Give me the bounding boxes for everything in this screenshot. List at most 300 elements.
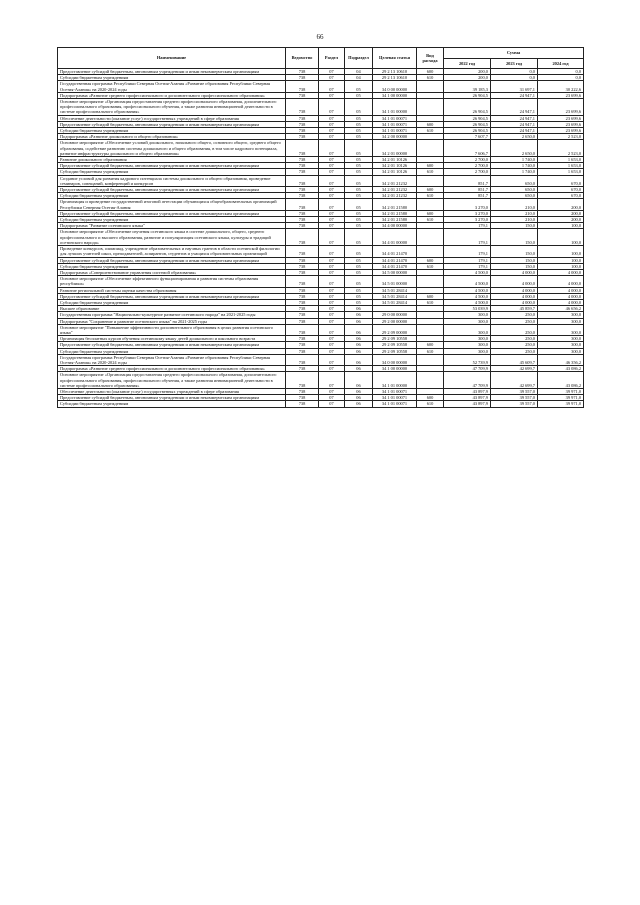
row-year-3-value: 0,0: [538, 69, 584, 75]
row-vedomstvo-cell: 738: [286, 366, 319, 372]
table-row: [58, 81, 584, 92]
row-year-2-value: 150,0: [491, 223, 538, 229]
row-razdel-cell: 07: [319, 217, 345, 223]
row-podrazdel-cell: 04: [345, 75, 373, 81]
row-name-cell: Создание условий для развития кадрового потенциала системы дошкольного и общего образования, проведение семинаров, совещаний, конференций и конкурсов: [58, 175, 286, 186]
row-razdel-cell: 07: [319, 388, 345, 394]
row-year-2-value: 39 557,0: [491, 388, 538, 394]
row-vedomstvo-cell: 738: [286, 324, 319, 335]
row-year-3-value: 200,0: [538, 217, 584, 223]
row-target-article-cell: 34 1 01 00071: [373, 401, 417, 407]
row-expense-type-cell: 600: [417, 69, 444, 75]
row-expense-type-cell: 610: [417, 169, 444, 175]
row-year-1-value: 851,7: [444, 193, 491, 199]
row-podrazdel-cell: 05: [345, 199, 373, 210]
row-razdel-cell: 07: [319, 99, 345, 116]
table-row: [58, 354, 584, 365]
row-vedomstvo-cell: 738: [286, 269, 319, 275]
row-year-2-value: 1 740,0: [491, 169, 538, 175]
row-podrazdel-cell: 05: [345, 163, 373, 169]
row-podrazdel-cell: 05: [345, 257, 373, 263]
row-year-1-value: 179,1: [444, 263, 491, 269]
row-name-cell: Подпрограмма «Развитие среднего профессионального и дополнительного профессионального образования»: [58, 366, 286, 372]
row-razdel-cell: 07: [319, 246, 345, 257]
row-expense-type-cell: [417, 246, 444, 257]
row-year-2-value: 4 000,0: [491, 276, 538, 287]
row-year-2-value: 250,0: [491, 342, 538, 348]
row-year-1-value: 179,1: [444, 246, 491, 257]
row-year-1-value: 3 270,0: [444, 217, 491, 223]
row-podrazdel-cell: 05: [345, 269, 373, 275]
row-expense-type-cell: [417, 140, 444, 157]
row-year-1-value: 4 500,0: [444, 293, 491, 299]
row-vedomstvo-cell: 738: [286, 69, 319, 75]
row-podrazdel-cell: 06: [345, 342, 373, 348]
row-year-1-value: 3 270,0: [444, 199, 491, 210]
row-podrazdel-cell: 05: [345, 134, 373, 140]
row-target-article-cell: 34 2 01 10126: [373, 169, 417, 175]
row-year-3-value: 300,0: [538, 348, 584, 354]
row-year-2-value: 24 947,1: [491, 92, 538, 98]
row-target-article-cell: 29 0 00 00000: [373, 312, 417, 318]
row-target-article-cell: 29 2 09 10558: [373, 348, 417, 354]
row-podrazdel-cell: 06: [345, 312, 373, 318]
row-year-3-value: 100,0: [538, 257, 584, 263]
row-razdel-cell: 07: [319, 257, 345, 263]
table-row: [58, 175, 584, 186]
row-year-3-value: 39 971,0: [538, 388, 584, 394]
row-expense-type-cell: 600: [417, 121, 444, 127]
budget-table: [57, 47, 584, 408]
row-year-1-value: 300,0: [444, 324, 491, 335]
row-year-3-value: 4 000,0: [538, 287, 584, 293]
row-name-cell: Предоставление субсидий бюджетным, автономным учреждениям и иным некоммерческим организациям: [58, 293, 286, 299]
row-target-article-cell: 34 2 01 21232: [373, 193, 417, 199]
row-target-article-cell: 29 2 09 10558: [373, 336, 417, 342]
header-razdel: Раздел: [319, 48, 345, 69]
row-vedomstvo-cell: 738: [286, 187, 319, 193]
table-row: [58, 401, 584, 407]
row-name-cell: Основное мероприятие «Обеспечение эффективного функционирования и развития системы образования республики»: [58, 276, 286, 287]
row-razdel-cell: 07: [319, 157, 345, 163]
row-vedomstvo-cell: 738: [286, 263, 319, 269]
row-target-article-cell: 34 0 00 00000: [373, 354, 417, 365]
row-year-3-value: 0,0: [538, 75, 584, 81]
row-year-1-value: 300,0: [444, 342, 491, 348]
row-name-cell: Субсидии бюджетным учреждениям: [58, 169, 286, 175]
row-name-cell: Предоставление субсидий бюджетным, автономным учреждениям и иным некоммерческим организациям: [58, 163, 286, 169]
table-header-row: [58, 48, 584, 59]
row-year-1-value: 179,1: [444, 223, 491, 229]
row-name-cell: Субсидии бюджетным учреждениям: [58, 263, 286, 269]
row-expense-type-cell: 600: [417, 163, 444, 169]
row-razdel-cell: 07: [319, 372, 345, 389]
row-name-cell: Проведение конкурсов, олимпиад, учреждение образовательных и научных грантов в области осетинской филологии для лучших учителей школ, преподавателей, аспирантов, студентов и учащихся образовательных организаций: [58, 246, 286, 257]
row-razdel-cell: 07: [319, 134, 345, 140]
row-vedomstvo-cell: 738: [286, 348, 319, 354]
row-year-1-value: 26 904,5: [444, 92, 491, 98]
row-year-1-value: 851,7: [444, 187, 491, 193]
row-name-cell: Обеспечение деятельности (оказание услуг) государственных учреждений в сфере образования: [58, 115, 286, 121]
row-year-1-value: 53 039,9: [444, 306, 491, 312]
row-year-2-value: 45 609,7: [491, 354, 538, 365]
row-razdel-cell: 07: [319, 276, 345, 287]
row-vedomstvo-cell: 738: [286, 210, 319, 216]
row-target-article-cell: 34 2 01 00000: [373, 140, 417, 157]
row-razdel-cell: 07: [319, 342, 345, 348]
row-vedomstvo-cell: 738: [286, 372, 319, 389]
row-vedomstvo-cell: 738: [286, 293, 319, 299]
row-expense-type-cell: 610: [417, 128, 444, 134]
row-vedomstvo-cell: 738: [286, 81, 319, 92]
row-year-3-value: 46 356,2: [538, 354, 584, 365]
row-name-cell: Государственная программа Республики Северная Осетия-Алания «Развитие образования Республики Северная Осетия-Алания» на 2020-2024 годы: [58, 354, 286, 365]
row-vedomstvo-cell: 738: [286, 276, 319, 287]
row-target-article-cell: 34 4 01 00000: [373, 229, 417, 246]
row-year-2-value: 150,0: [491, 263, 538, 269]
row-razdel-cell: 07: [319, 163, 345, 169]
row-name-cell: Предоставление субсидий бюджетным, автономным учреждениям и иным некоммерческим организациям: [58, 121, 286, 127]
row-year-3-value: 23 699,6: [538, 99, 584, 116]
row-target-article-cell: 34 2 01 21232: [373, 187, 417, 193]
row-razdel-cell: 07: [319, 229, 345, 246]
row-name-cell: Субсидии бюджетным учреждениям: [58, 348, 286, 354]
row-target-article-cell: 34 5 01 00000: [373, 276, 417, 287]
row-podrazdel-cell: 05: [345, 287, 373, 293]
row-vedomstvo-cell: 738: [286, 75, 319, 81]
row-razdel-cell: 07: [319, 128, 345, 134]
row-vedomstvo-cell: 738: [286, 157, 319, 163]
row-razdel-cell: 07: [319, 69, 345, 75]
row-expense-type-cell: [417, 324, 444, 335]
row-name-cell: Подпрограмма «Развитие среднего профессионального и дополнительного профессионального образования»: [58, 92, 286, 98]
row-year-2-value: 250,0: [491, 336, 538, 342]
row-podrazdel-cell: 05: [345, 193, 373, 199]
table-row: [58, 246, 584, 257]
row-year-1-value: 4 500,0: [444, 269, 491, 275]
row-podrazdel-cell: 05: [345, 276, 373, 287]
row-year-1-value: 43 897,9: [444, 388, 491, 394]
row-year-1-value: 47 709,9: [444, 372, 491, 389]
row-vedomstvo-cell: 738: [286, 354, 319, 365]
row-podrazdel-cell: 05: [345, 81, 373, 92]
row-year-2-value: 39 557,0: [491, 401, 538, 407]
row-name-cell: Государственная программа Республики Северная Осетия-Алания «Развитие образования Республики Северная Осетия-Алания» на 2020-2024 годы: [58, 81, 286, 92]
row-podrazdel-cell: 05: [345, 92, 373, 98]
row-target-article-cell: 34 2 01 21580: [373, 217, 417, 223]
row-target-article-cell: 34 4 01 21470: [373, 257, 417, 263]
row-year-1-value: 3 270,0: [444, 210, 491, 216]
row-year-3-value: 100,0: [538, 229, 584, 246]
row-razdel-cell: 07: [319, 395, 345, 401]
row-vedomstvo-cell: 738: [286, 287, 319, 293]
row-name-cell: Организация и проведение государственной итоговой аттестации обучающихся общеобразовательных организаций Республики Северная Осетия-Алания: [58, 199, 286, 210]
row-expense-type-cell: 600: [417, 342, 444, 348]
row-target-article-cell: 34 2 01 21580: [373, 210, 417, 216]
row-vedomstvo-cell: 738: [286, 312, 319, 318]
row-name-cell: Обеспечение деятельности (оказание услуг) государственных учреждений в сфере образования: [58, 388, 286, 394]
header-year-1: 2022 год: [444, 58, 491, 69]
row-razdel-cell: 07: [319, 306, 345, 312]
row-expense-type-cell: 600: [417, 395, 444, 401]
row-razdel-cell: 07: [319, 299, 345, 305]
row-year-1-value: 43 897,9: [444, 395, 491, 401]
row-vedomstvo-cell: 738: [286, 134, 319, 140]
row-year-3-value: 1 653,0: [538, 163, 584, 169]
row-vedomstvo-cell: 738: [286, 318, 319, 324]
row-year-1-value: 4 500,0: [444, 276, 491, 287]
row-year-3-value: 670,0: [538, 193, 584, 199]
row-podrazdel-cell: 05: [345, 99, 373, 116]
row-target-article-cell: 34 5 01 28414: [373, 287, 417, 293]
row-razdel-cell: 07: [319, 81, 345, 92]
table-row: [58, 140, 584, 157]
row-year-2-value: 4 000,0: [491, 287, 538, 293]
header-podrazdel: Подраздел: [345, 48, 373, 69]
row-year-3-value: 4 000,0: [538, 276, 584, 287]
row-razdel-cell: 07: [319, 187, 345, 193]
row-name-cell: Субсидии бюджетным учреждениям: [58, 299, 286, 305]
row-expense-type-cell: [417, 81, 444, 92]
row-year-3-value: 300,0: [538, 342, 584, 348]
table-row: [58, 372, 584, 389]
row-year-3-value: 300,0: [538, 324, 584, 335]
row-expense-type-cell: [417, 99, 444, 116]
row-razdel-cell: 07: [319, 193, 345, 199]
row-target-article-cell: 34 2 01 10126: [373, 163, 417, 169]
row-year-2-value: 31 697,1: [491, 81, 538, 92]
row-year-3-value: 200,0: [538, 210, 584, 216]
row-target-article-cell: 34 1 01 00071: [373, 395, 417, 401]
row-year-1-value: 26 904,5: [444, 121, 491, 127]
row-year-3-value: 300,0: [538, 336, 584, 342]
row-target-article-cell: 34 1 01 00071: [373, 121, 417, 127]
row-podrazdel-cell: 05: [345, 115, 373, 121]
row-vedomstvo-cell: 738: [286, 193, 319, 199]
row-year-1-value: 52 739,9: [444, 354, 491, 365]
row-podrazdel-cell: 05: [345, 157, 373, 163]
row-year-2-value: 250,0: [491, 318, 538, 324]
row-target-article-cell: 34 1 01 00000: [373, 372, 417, 389]
row-razdel-cell: 07: [319, 263, 345, 269]
row-year-3-value: 23 699,6: [538, 115, 584, 121]
header-year-2: 2023 год: [491, 58, 538, 69]
row-year-2-value: 210,0: [491, 210, 538, 216]
row-year-3-value: 100,0: [538, 263, 584, 269]
row-name-cell: Предоставление субсидий бюджетным, автономным учреждениям и иным некоммерческим организациям: [58, 69, 286, 75]
page-number: 66: [316, 33, 324, 41]
row-vedomstvo-cell: 738: [286, 246, 319, 257]
table-row: [58, 199, 584, 210]
row-podrazdel-cell: 05: [345, 246, 373, 257]
row-expense-type-cell: 610: [417, 348, 444, 354]
row-expense-type-cell: [417, 354, 444, 365]
row-target-article-cell: 29 2 13 10610: [373, 69, 417, 75]
row-year-3-value: 23 699,6: [538, 92, 584, 98]
row-podrazdel-cell: 04: [345, 69, 373, 75]
row-year-2-value: 39 557,0: [491, 395, 538, 401]
row-year-1-value: 26 904,5: [444, 128, 491, 134]
row-name-cell: Подпрограмма «Развитие дошкольного и общего образования»: [58, 134, 286, 140]
row-target-article-cell: 34 5 01 28414: [373, 299, 417, 305]
row-name-cell: Субсидии бюджетным учреждениям: [58, 75, 286, 81]
row-year-3-value: 1 653,0: [538, 157, 584, 163]
row-year-1-value: 4 500,0: [444, 287, 491, 293]
row-vedomstvo-cell: 738: [286, 99, 319, 116]
row-name-cell: Подпрограмма "Сохранение и развитие осетинского языка" на 2021-2025 годы: [58, 318, 286, 324]
row-target-article-cell: 29 2 13 10610: [373, 75, 417, 81]
row-year-3-value: 4 000,0: [538, 299, 584, 305]
row-year-2-value: 650,0: [491, 193, 538, 199]
row-podrazdel-cell: 06: [345, 324, 373, 335]
row-year-2-value: 210,0: [491, 217, 538, 223]
row-year-3-value: 2 523,0: [538, 134, 584, 140]
row-razdel-cell: 07: [319, 92, 345, 98]
row-target-article-cell: 34 5 01 28414: [373, 293, 417, 299]
row-year-2-value: 24 947,1: [491, 99, 538, 116]
row-year-2-value: 45 859,7: [491, 306, 538, 312]
row-year-3-value: 4 000,0: [538, 293, 584, 299]
row-year-2-value: 42 699,7: [491, 366, 538, 372]
row-year-3-value: 30 222,6: [538, 81, 584, 92]
row-year-1-value: 300,0: [444, 348, 491, 354]
row-vedomstvo-cell: 738: [286, 223, 319, 229]
header-vedomstvo: Ведомство: [286, 48, 319, 69]
row-target-article-cell: 29 2 00 00000: [373, 318, 417, 324]
row-year-1-value: 7 607,7: [444, 134, 491, 140]
row-vedomstvo-cell: 738: [286, 92, 319, 98]
row-razdel-cell: 07: [319, 210, 345, 216]
row-podrazdel-cell: 06: [345, 354, 373, 365]
row-year-1-value: 2 700,0: [444, 163, 491, 169]
row-year-3-value: 2 523,0: [538, 140, 584, 157]
row-year-1-value: 47 709,9: [444, 366, 491, 372]
row-razdel-cell: 07: [319, 293, 345, 299]
row-podrazdel-cell: 06: [345, 366, 373, 372]
row-podrazdel-cell: 05: [345, 229, 373, 246]
row-podrazdel-cell: 05: [345, 175, 373, 186]
row-expense-type-cell: 610: [417, 75, 444, 81]
row-vedomstvo-cell: 738: [286, 388, 319, 394]
row-year-2-value: 0,0: [491, 75, 538, 81]
row-year-2-value: 250,0: [491, 348, 538, 354]
row-year-2-value: 2 650,0: [491, 134, 538, 140]
row-expense-type-cell: 610: [417, 193, 444, 199]
row-name-cell: Подпрограмма "Развитие осетинского языка": [58, 223, 286, 229]
row-target-article-cell: 34 1 01 00071: [373, 388, 417, 394]
row-name-cell: Основное мероприятие «Организация предоставления среднего профессионального образования, дополнительного профессионального образования, профессионального обучения, а также развития инновационной деятельности в системе профессионального образования»: [58, 372, 286, 389]
row-expense-type-cell: 610: [417, 217, 444, 223]
row-year-2-value: 24 947,1: [491, 115, 538, 121]
row-year-2-value: 42 699,7: [491, 372, 538, 389]
row-name-cell: Предоставление субсидий бюджетным, автономным учреждениям и иным некоммерческим организациям: [58, 342, 286, 348]
row-podrazdel-cell: 05: [345, 140, 373, 157]
row-target-article-cell: 34 2 00 00000: [373, 134, 417, 140]
row-year-2-value: 650,0: [491, 187, 538, 193]
row-year-1-value: 4 500,0: [444, 299, 491, 305]
row-target-article-cell: 34 1 01 00000: [373, 99, 417, 116]
row-year-3-value: 39 971,0: [538, 395, 584, 401]
row-vedomstvo-cell: 738: [286, 299, 319, 305]
row-podrazdel-cell: 06: [345, 372, 373, 389]
row-year-2-value: 4 000,0: [491, 269, 538, 275]
row-year-3-value: 200,0: [538, 199, 584, 210]
row-year-2-value: 24 947,1: [491, 121, 538, 127]
row-year-1-value: 200,0: [444, 69, 491, 75]
row-year-2-value: 1 740,0: [491, 157, 538, 163]
row-expense-type-cell: 610: [417, 263, 444, 269]
row-razdel-cell: 07: [319, 140, 345, 157]
row-year-1-value: 2 700,0: [444, 169, 491, 175]
row-name-cell: Субсидии бюджетным учреждениям: [58, 193, 286, 199]
row-year-2-value: 250,0: [491, 312, 538, 318]
row-year-3-value: 39 971,0: [538, 401, 584, 407]
row-razdel-cell: 07: [319, 175, 345, 186]
row-name-cell: Основное мероприятие «Обеспечение условий дошкольного, начального общего, основного общего, среднего общего образования, содействие развитию системы дошкольного и общего образования, в том числе кадрового потенциала, развитие инфраструктуры дошкольного и общего образования»: [58, 140, 286, 157]
row-expense-type-cell: [417, 199, 444, 210]
row-name-cell: Высшее образование: [58, 306, 286, 312]
row-target-article-cell: 34 2 01 10126: [373, 157, 417, 163]
row-name-cell: Субсидии бюджетным учреждениям: [58, 401, 286, 407]
row-year-2-value: 24 947,1: [491, 128, 538, 134]
row-year-1-value: 26 904,5: [444, 115, 491, 121]
row-podrazdel-cell: 05: [345, 210, 373, 216]
row-year-3-value: 4 000,0: [538, 269, 584, 275]
row-year-3-value: 300,0: [538, 312, 584, 318]
row-target-article-cell: 29 2 09 10558: [373, 342, 417, 348]
row-year-3-value: 23 699,6: [538, 121, 584, 127]
row-podrazdel-cell: 06: [345, 401, 373, 407]
row-razdel-cell: 07: [319, 336, 345, 342]
row-vedomstvo-cell: 738: [286, 342, 319, 348]
row-name-cell: Организация бесплатных курсов обучения осетинскому языку детей дошкольного и школьного возраста: [58, 336, 286, 342]
row-razdel-cell: 07: [319, 199, 345, 210]
row-target-article-cell: 34 0 00 00000: [373, 81, 417, 92]
row-vedomstvo-cell: 738: [286, 140, 319, 157]
row-year-3-value: 300,0: [538, 318, 584, 324]
row-year-1-value: 300,0: [444, 336, 491, 342]
row-podrazdel-cell: 05: [345, 187, 373, 193]
row-razdel-cell: 07: [319, 401, 345, 407]
row-podrazdel-cell: 06: [345, 306, 373, 312]
row-vedomstvo-cell: 738: [286, 229, 319, 246]
row-target-article-cell: 34 4 01 21470: [373, 263, 417, 269]
row-year-1-value: 300,0: [444, 318, 491, 324]
row-target-article-cell: 29 2 09 00000: [373, 324, 417, 335]
row-name-cell: Развитие дошкольного образования: [58, 157, 286, 163]
row-expense-type-cell: [417, 372, 444, 389]
row-expense-type-cell: 600: [417, 210, 444, 216]
row-podrazdel-cell: 06: [345, 348, 373, 354]
row-year-3-value: 43 086,2: [538, 372, 584, 389]
row-year-1-value: 300,0: [444, 312, 491, 318]
row-razdel-cell: 07: [319, 287, 345, 293]
row-target-article-cell: 34 2 01 21232: [373, 175, 417, 186]
row-name-cell: Субсидии бюджетным учреждениям: [58, 128, 286, 134]
header-target-article: Целевая статья: [373, 48, 417, 69]
header-year-3: 2024 год: [538, 58, 584, 69]
row-vedomstvo-cell: 738: [286, 199, 319, 210]
row-year-1-value: 179,1: [444, 257, 491, 263]
row-name-cell: Подпрограмма «Совершенствование управления системой образования»: [58, 269, 286, 275]
row-expense-type-cell: 600: [417, 187, 444, 193]
row-expense-type-cell: [417, 276, 444, 287]
row-year-2-value: 150,0: [491, 246, 538, 257]
row-year-3-value: 46 656,2: [538, 306, 584, 312]
row-target-article-cell: 34 4 01 21470: [373, 246, 417, 257]
row-razdel-cell: 07: [319, 121, 345, 127]
row-podrazdel-cell: 06: [345, 388, 373, 394]
